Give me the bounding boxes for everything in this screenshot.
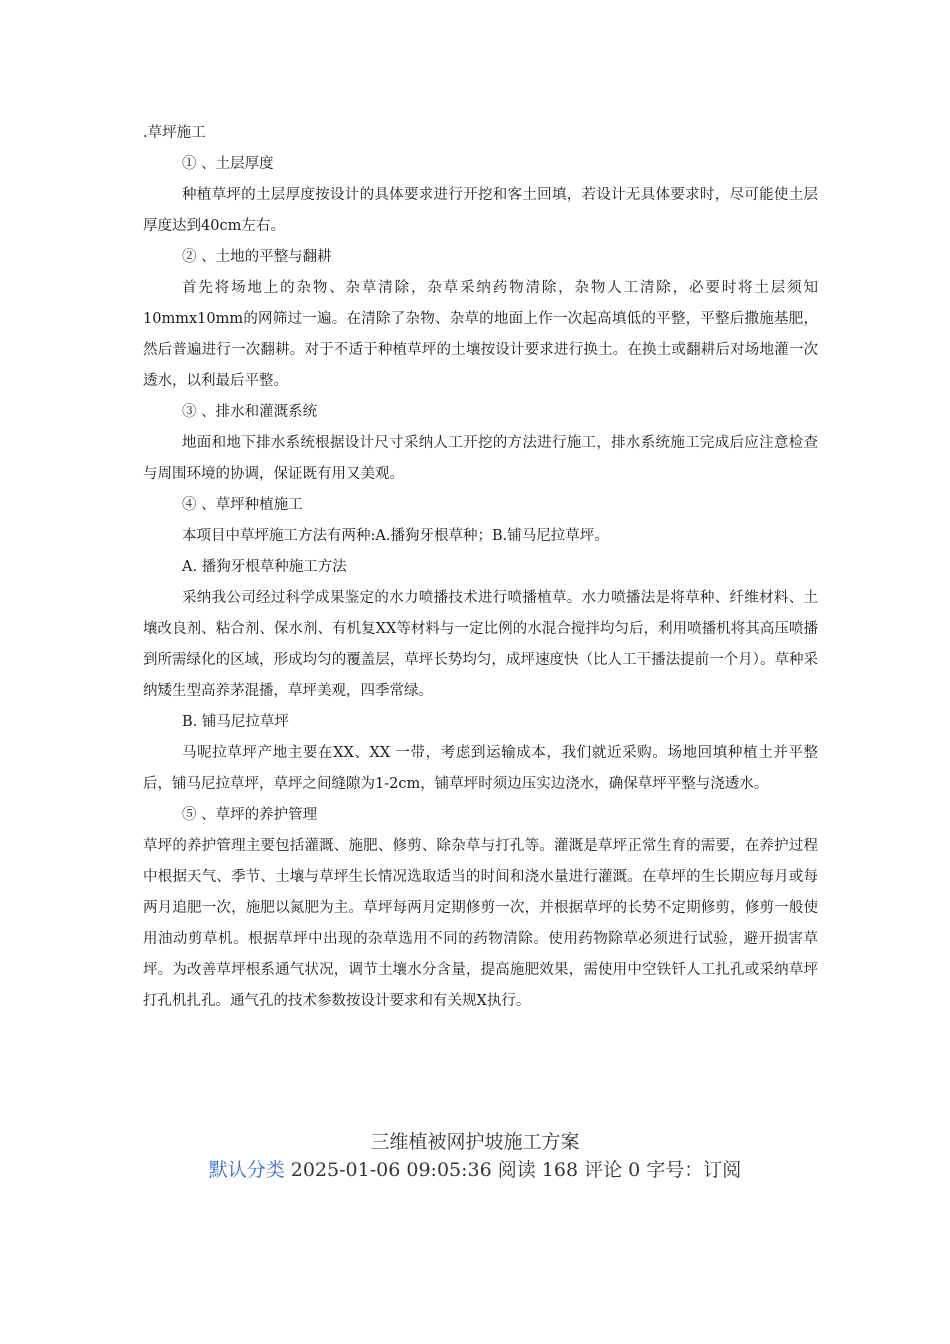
paragraph-hydroseeding: 采纳我公司经过科学成果鉴定的水力喷播技术进行喷播植草。水力喷播法是将草种、纤维材料、土壤改良剂、粘合剂、保水剂、有机复XX等材料与一定比例的水混合搅拌均匀后，利用喷播机将其高压喷播到所需绿化的区域，形成均匀的覆盖层，草坪长势均匀，成坪速度快（比人工干播法提前一个月）。草种采纳矮生型高养茅混播，草坪美观，四季常绿。: [143, 590, 818, 699]
paragraph-leveling: 首先将场地上的杂物、杂草清除，杂草采纳药物清除，杂物人工清除，必要时将土层须知10mmx10mm的网筛过一遍。在清除了杂物、杂草的地面上作一次起高填低的平整，平整后撒施基肥，然后普遍进行一次翻耕。对于不适于种植草坪的土壤按设计要求进行换土。在换土或翻耕后对场地灌一次透水，以利最后平整。: [143, 280, 818, 389]
section-title: .草坪施工: [143, 125, 206, 141]
subsection-heading-2: ② 、土地的平整与翻耕: [182, 249, 332, 265]
paragraph-soil-thickness: 种植草坪的土层厚度按设计的具体要求进行开挖和客土回填，若设计无具体要求时，尽可能使土层厚度达到40cm左右。: [143, 187, 818, 234]
subsection-heading-3: ③ 、排水和灌溉系统: [182, 404, 318, 420]
paragraph-maintenance: 草坪的养护管理主要包括灌溉、施肥、修剪、除杂草与打孔等。灌溉是草坪正常生育的需要，在养护过程中根据天气、季节、土壤与草坪生长情况选取适当的时间和浇水量进行灌溉。在草坪的生长期应每月或每两月追肥一次，施肥以氮肥为主。草坪每两月定期修剪一次，并根据草坪的长势不定期修剪，修剪一般使用油动剪草机。根据草坪中出现的杂草选用不同的药物清除。使用药物除草必须进行试验，避开损害草坪。为改善草坪根系通气状况，调节土壤水分含量，提高施肥效果，需使用中空铁钎人工扎孔或采纳草坪打孔机扎孔。通气孔的技术参数按设计要求和有关规X执行。: [143, 838, 818, 1009]
subsection-heading-4a: A. 播狗牙根草种施工方法: [182, 559, 347, 575]
post-meta-text: 2025-01-06 09:05:36 阅读 168 评论 0 字号：: [284, 1159, 704, 1181]
subsection-heading-1: ① 、土层厚度: [182, 156, 274, 172]
footer-title: 三维植被网护坡施工方案: [370, 1131, 580, 1153]
category-link[interactable]: 默认分类: [208, 1159, 285, 1181]
subsection-heading-4b: B. 铺马尼拉草坪: [182, 714, 289, 730]
subsection-heading-5: ⑤ 、草坪的养护管理: [182, 807, 318, 823]
subscribe-link[interactable]: 订阅: [703, 1159, 742, 1181]
paragraph-drainage: 地面和地下排水系统根据设计尺寸采纳人工开挖的方法进行施工，排水系统施工完成后应注意检查与周围环境的协调，保证既有用又美观。: [143, 435, 818, 482]
subsection-heading-4: ④ 、草坪种植施工: [182, 497, 303, 513]
paragraph-manila-turf: 马呢拉草坪产地主要在XX、XX 一带，考虑到运输成本，我们就近采购。场地回填种植土并平整后，铺马尼拉草坪，草坪之间缝隙为1-2cm，铺草坪时须边压实边浇水，确保草坪平整与浇透水。: [143, 745, 818, 792]
document-body: [143, 118, 818, 1017]
paragraph-planting-intro: 本项目中草坪施工方法有两种:A.播狗牙根草种；B.铺马尼拉草坪。: [182, 528, 609, 544]
footer-meta: [0, 1156, 950, 1184]
